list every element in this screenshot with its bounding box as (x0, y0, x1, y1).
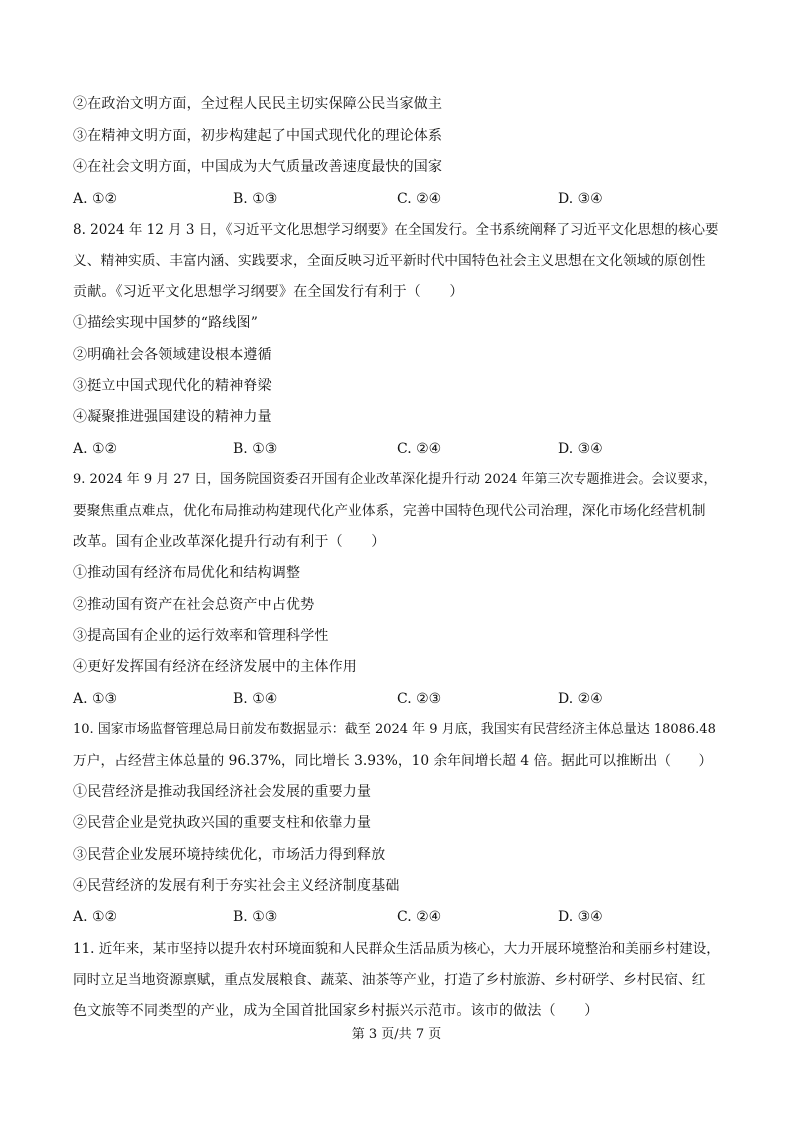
q8-option-b: B. ①③ (233, 441, 278, 457)
q9-item-4: ④更好发挥国有经济在经济发展中的主体作用 (73, 659, 357, 675)
q7-item-3: ③在精神文明方面，初步构建起了中国式现代化的理论体系 (73, 128, 443, 144)
q10-item-4: ④民营经济的发展有利于夯实社会主义经济制度基础 (73, 878, 400, 894)
q8-item-4: ④凝聚推进强国建设的精神力量 (73, 409, 272, 425)
q9-option-b: B. ①④ (233, 691, 278, 707)
q9-option-c: C. ②③ (397, 691, 442, 707)
q11-stem-line-3: 色文旅等不同类型的产业，成为全国首批国家乡村振兴示范市。该市的做法（ ） (73, 1003, 599, 1019)
q10-option-d: D. ③④ (558, 909, 603, 925)
q10-option-a: A. ①② (73, 909, 118, 925)
q8-option-c: C. ②④ (397, 441, 442, 457)
q11-stem-line-2: 同时立足当地资源禀赋，重点发展粮食、蔬菜、油茶等产业，打造了乡村旅游、乡村研学、乡村民宿、红 (73, 972, 706, 988)
q10-stem-line-2: 万户，占经营主体总量的 96.37%，同比增长 3.93%，10 余年间增长超 4 倍。据此可以推断出（ ） (73, 753, 713, 769)
q8-item-2: ②明确社会各领域建设根本遵循 (73, 347, 272, 363)
q8-option-a: A. ①② (73, 441, 118, 457)
q8-item-1: ①描绘实现中国梦的“路线图” (73, 315, 259, 331)
page-footer: 第 3 页/共 7 页 (351, 1027, 442, 1042)
q9-item-2: ②推动国有资产在社会总资产中占优势 (73, 597, 315, 613)
q9-option-d: D. ②④ (558, 691, 603, 707)
q10-item-3: ③民营企业发展环境持续优化，市场活力得到释放 (73, 847, 386, 863)
q10-option-b: B. ①③ (233, 909, 278, 925)
q8-option-d: D. ③④ (558, 441, 603, 457)
q7-option-a: A. ①② (73, 191, 118, 207)
q10-item-1: ①民营经济是推动我国经济社会发展的重要力量 (73, 784, 372, 800)
q11-stem-line-1: 11. 近年来，某市坚持以提升农村环境面貌和人民群众生活品质为核心，大力开展环境整治和美丽乡村建设， (73, 941, 720, 957)
q8-stem-line-2: 义、精神实质、丰富内涵、实践要求，全面反映习近平新时代中国特色社会主义思想在文化领域的原创性 (73, 253, 706, 269)
q10-option-c: C. ②④ (397, 909, 442, 925)
q9-item-1: ①推动国有经济布局优化和结构调整 (73, 565, 301, 581)
q9-stem-line-1: 9. 2024 年 9 月 27 日，国务院国资委召开国有企业改革深化提升行动 2024 年第三次专题推进会。会议要求， (73, 472, 717, 487)
q9-stem-line-2: 要聚焦重点难点，优化布局推动构建现代化产业体系，完善中国特色现代公司治理，深化市场化经营机制 (73, 503, 706, 519)
q9-stem-line-3: 改革。国有企业改革深化提升行动有利于（ ） (73, 534, 386, 550)
q7-option-c: C. ②④ (397, 191, 442, 207)
q9-option-a: A. ①③ (73, 691, 118, 707)
q9-item-3: ③提高国有企业的运行效率和管理科学性 (73, 628, 329, 644)
q7-option-d: D. ③④ (558, 191, 603, 207)
q8-item-3: ③挺立中国式现代化的精神脊梁 (73, 378, 272, 394)
q7-item-4: ④在社会文明方面，中国成为大气质量改善速度最快的国家 (73, 159, 443, 175)
q7-option-b: B. ①③ (233, 191, 278, 207)
q8-stem-line-1: 8. 2024 年 12 月 3 日，《习近平文化思想学习纲要》在全国发行。全书系统阐释了习近平文化思想的核心要 (73, 222, 719, 238)
q10-item-2: ②民营企业是党执政兴国的重要支柱和依靠力量 (73, 815, 372, 831)
q8-stem-line-3: 贡献。《习近平文化思想学习纲要》在全国发行有利于（ ） (73, 284, 464, 300)
q7-item-2: ②在政治文明方面，全过程人民民主切实保障公民当家做主 (73, 96, 443, 112)
q10-stem-line-1: 10. 国家市场监督管理总局日前发布数据显示：截至 2024 年 9 月底，我国实有民营经济主体总量达 18086.48 (73, 722, 716, 737)
